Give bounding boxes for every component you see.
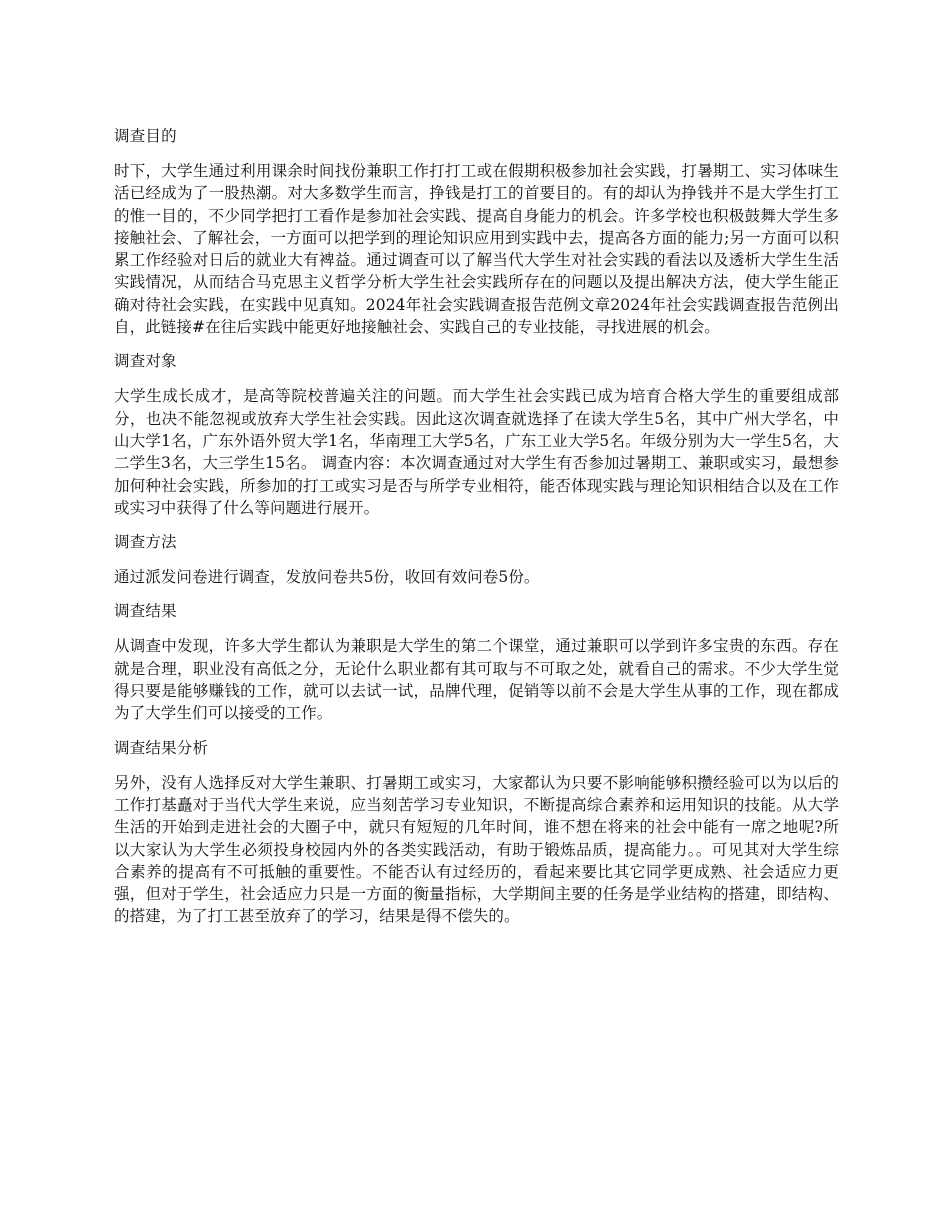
section-heading-subjects: 调查对象 (114, 352, 177, 371)
section-heading-analysis: 调查结果分析 (114, 738, 209, 757)
section-heading-purpose: 调查目的 (114, 127, 177, 145)
document-page (114, 124, 839, 939)
section-body-results: 从调查中发现，许多大学生都认为兼职是大学生的第二个课堂，通过兼职可以学到许多宝贵的东西。存在就是合理，职业没有高低之分，无论什么职业都有其可取与不可取之处，就看自己的需求。不少大学生觉得只要是能够赚钱的工作，就可以去试一试，品牌代理，促销等以前不会是大学生从事的工作，现在都成为了大学生们可以接受的工作。 (114, 637, 839, 723)
section-body-method: 通过派发问卷进行调查，发放问卷共5份，收回有效问卷5份。 (114, 568, 540, 587)
section-body-subjects: 大学生成长成才，是高等院校普遍关注的问题。而大学生社会实践已成为培育合格大学生的重要组成部分，也决不能忽视或放弃大学生社会实践。因此这次调查就选择了在读大学生5名，其中广州大学名，中山大学1名，广东外语外贸大学1名，华南理工大学5名，广东工业大学5名。年级分别为大一学生5名，大二学生3名，大三学生15名。 调查内容：本次调查通过对大学生有否参加过暑期工、兼职或实习，最想参加何种社会实践，所参加的打工或实习是否与所学专业相符，能否体现实践与理论知识相结合以及在工作或实习中获得了什么等问题进行展开。 (114, 387, 839, 517)
section-heading-results: 调查结果 (114, 602, 177, 621)
section-body-analysis: 另外，没有人选择反对大学生兼职、打暑期工或实习，大家都认为只要不影响能够积攒经验可以为以后的工作打基矗对于当代大学生来说，应当刻苦学习专业知识，不断提高综合素养和运用知识的技能。从大学生活的开始到走进社会的大圈子中，就只有短短的几年时间，谁不想在将来的社会中能有一席之地呢?所以大家认为大学生必须投身校园内外的各类实践活动，有助于锻炼品质，提高能力。。可见其对大学生综合素养的提高有不可抵触的重要性。不能否认有过经历的，看起来要比其它同学更成熟、社会适应力更强，但对于学生，社会适应力只是一方面的衡量指标，大学期间主要的任务是学业结构的搭建，即结构、的搭建，为了打工甚至放弃了的学习，结果是得不偿失的。 (114, 773, 839, 926)
section-heading-method: 调查方法 (114, 533, 177, 552)
section-body-purpose: 时下，大学生通过利用课余时间找份兼职工作打打工或在假期积极参加社会实践，打暑期工、实习体味生活已经成为了一股热潮。对大多数学生而言，挣钱是打工的首要目的。有的却认为挣钱并不是大学生打工的惟一目的，不少同学把打工看作是参加社会实践、提高自身能力的机会。许多学校也积极鼓舞大学生多接触社会、了解社会，一方面可以把学到的理论知识应用到实践中去，提高各方面的能力;另一方面可以积累工作经验对日后的就业大有裨益。通过调查可以了解当代大学生对社会实践的看法以及透析大学生生活实践情况，从而结合马克思主义哲学分析大学生社会实践所存在的问题以及提出解决方法，使大学生能正确对待社会实践，在实践中见真知。2024年社会实践调查报告范例文章2024年社会实践调查报告范例出自，此链接#在往后实践中能更好地接触社会、实践自己的专业技能，寻找进展的机会。 (114, 162, 839, 337)
